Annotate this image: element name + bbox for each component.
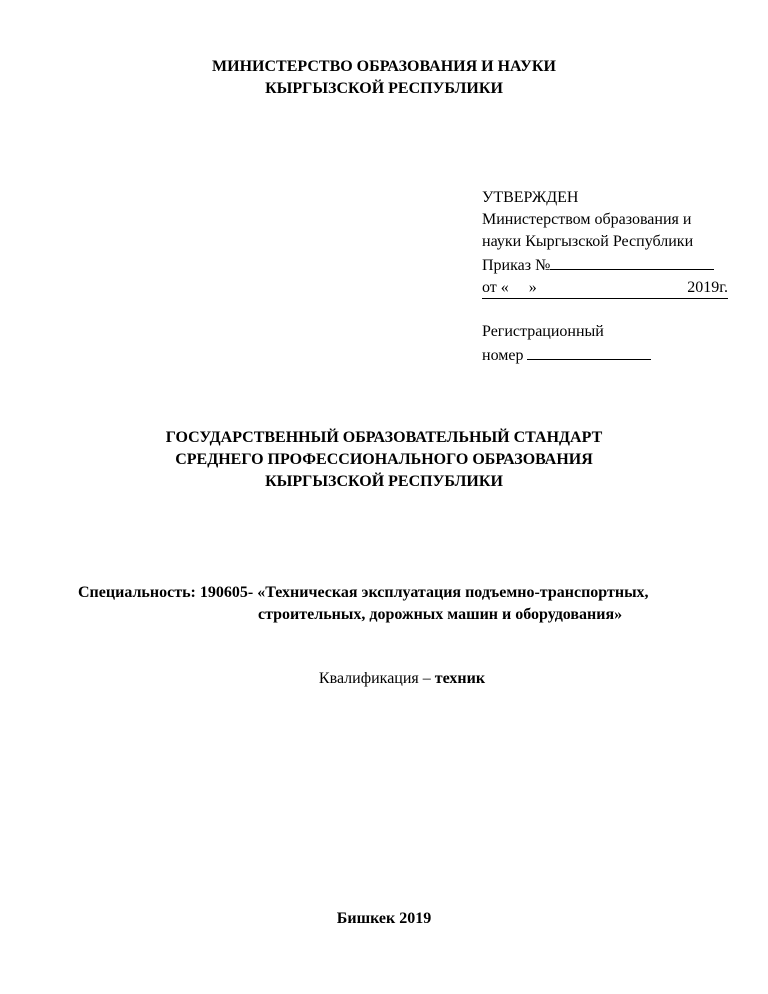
standard-title xyxy=(0,427,768,493)
approval-by-line-2: науки Кыргызской Республики xyxy=(482,233,694,250)
standard-title-line-2: СРЕДНЕГО ПРОФЕССИОНАЛЬНОГО ОБРАЗОВАНИЯ xyxy=(175,451,593,468)
order-label: Приказ № xyxy=(482,257,551,274)
qualification-value: техник xyxy=(434,670,486,687)
spacer xyxy=(482,299,732,321)
qualification-label: Квалификация – xyxy=(318,670,435,687)
ministry-line-2: КЫРГЫЗСКОЙ РЕСПУБЛИКИ xyxy=(265,80,503,97)
approval-title: УТВЕРЖДЕН xyxy=(482,189,579,206)
registration-label-line-1: Регистрационный xyxy=(482,323,604,340)
standard-title-line-1: ГОСУДАРСТВЕННЫЙ ОБРАЗОВАТЕЛЬНЫЙ СТАНДАРТ xyxy=(165,429,603,446)
order-year: 2019г. xyxy=(687,279,728,296)
qualification-line xyxy=(0,668,768,690)
specialty-line-1: Специальность: 190605- «Техническая эксплуатация подъемно-транспортных, xyxy=(78,584,649,601)
order-number-blank xyxy=(550,253,714,270)
standard-title-line-3: КЫРГЫЗСКОЙ РЕСПУБЛИКИ xyxy=(265,473,503,490)
specialty-block xyxy=(78,582,738,626)
ministry-line-1: МИНИСТЕРСТВО ОБРАЗОВАНИЯ И НАУКИ xyxy=(212,58,556,75)
order-number-line xyxy=(482,253,732,277)
approval-block xyxy=(482,187,732,367)
order-date-prefix: от « » xyxy=(482,279,537,296)
city-year-footer: Бишкек 2019 xyxy=(336,910,432,927)
approval-by-line-1: Министерством образования и xyxy=(482,211,692,228)
specialty-line-2: строительных, дорожных машин и оборудования» xyxy=(258,606,623,623)
registration-label-line-2: номер xyxy=(482,347,524,364)
ministry-header xyxy=(0,56,768,100)
registration-number-line xyxy=(482,343,732,367)
order-date-line xyxy=(482,277,728,299)
registration-number-blank xyxy=(527,343,651,360)
